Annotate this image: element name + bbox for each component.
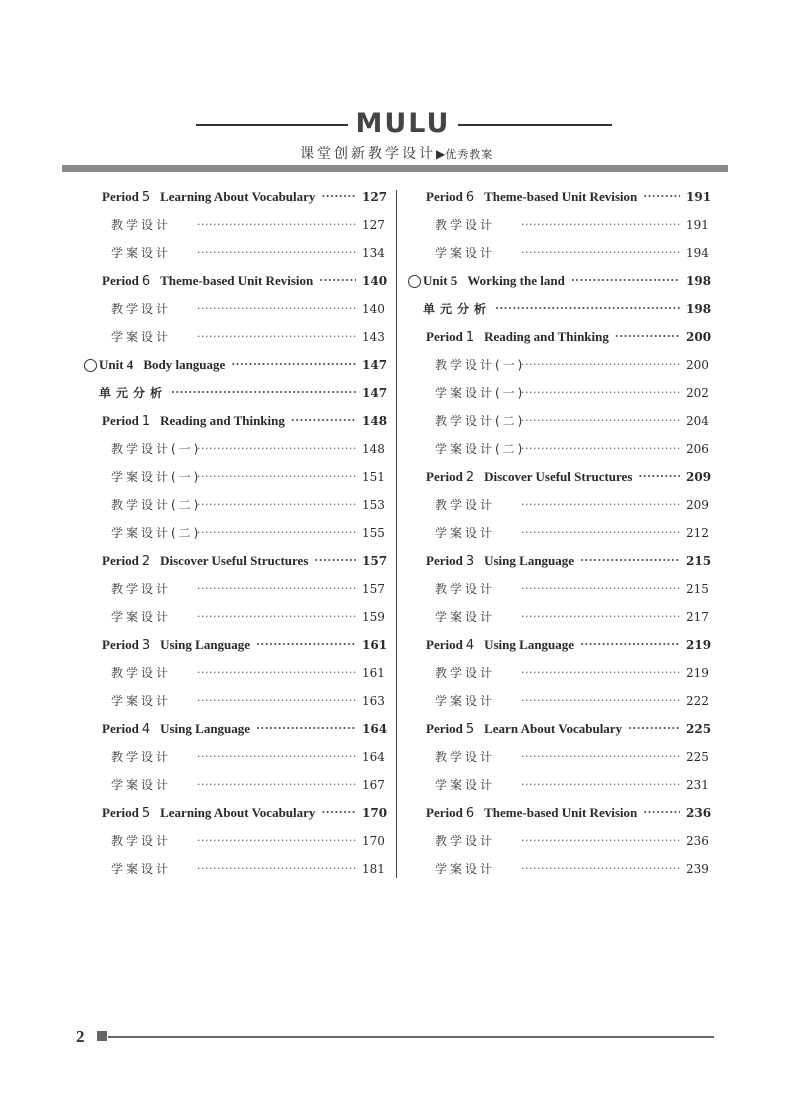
toc-entry-sub[interactable] bbox=[408, 491, 708, 519]
sub-label: 学案设计 bbox=[435, 862, 496, 876]
period-number: 1 bbox=[141, 413, 151, 429]
toc-entry-sub[interactable] bbox=[408, 687, 708, 715]
dot-leader bbox=[197, 827, 356, 855]
toc-entry-sub[interactable] bbox=[408, 379, 708, 407]
toc-entry-sub[interactable] bbox=[408, 743, 708, 771]
circle-bullet-icon bbox=[84, 359, 97, 372]
toc-entry-sub[interactable] bbox=[84, 323, 384, 351]
page-ref: 134 bbox=[362, 246, 385, 260]
dot-leader bbox=[521, 575, 680, 603]
period-title: Learn About Vocabulary bbox=[484, 720, 623, 736]
column-divider bbox=[396, 190, 397, 878]
period-number: 1 bbox=[465, 329, 475, 345]
period-label bbox=[426, 547, 574, 576]
page-ref: 164 bbox=[362, 750, 385, 764]
sub-label: 教学设计(一) bbox=[111, 442, 202, 456]
unit-title: Working the land bbox=[467, 273, 565, 288]
period-number: 3 bbox=[465, 553, 475, 569]
page-ref: 147 bbox=[362, 386, 388, 400]
period-number: 2 bbox=[465, 469, 475, 485]
period-title: Theme-based Unit Revision bbox=[484, 188, 638, 204]
sub-label: 教学设计 bbox=[111, 302, 172, 316]
title-rule-right bbox=[458, 124, 612, 126]
toc-entry-sub[interactable] bbox=[84, 463, 384, 491]
dot-leader bbox=[571, 267, 680, 295]
toc-entry-sub[interactable] bbox=[408, 855, 708, 883]
period-number: 4 bbox=[141, 721, 151, 737]
page-ref: 161 bbox=[362, 638, 388, 652]
unit-prefix: Unit 5 bbox=[423, 273, 458, 288]
dot-leader bbox=[638, 463, 680, 491]
sub-label: 教学设计 bbox=[111, 834, 172, 848]
sub-label: 学案设计 bbox=[111, 862, 172, 876]
period-label bbox=[426, 715, 622, 744]
dot-leader bbox=[628, 715, 680, 743]
toc-entry-sub[interactable] bbox=[84, 435, 384, 463]
sub-label: 教学设计(二) bbox=[435, 414, 526, 428]
period-title: Using Language bbox=[160, 720, 251, 736]
toc-entry-period[interactable] bbox=[408, 631, 712, 659]
toc-entry-period[interactable] bbox=[84, 407, 388, 435]
sub-label: 教学设计 bbox=[435, 218, 496, 232]
period-label bbox=[102, 407, 285, 436]
toc-entry-sub[interactable] bbox=[84, 659, 384, 687]
period-prefix: Period bbox=[102, 188, 139, 204]
period-prefix: Period bbox=[102, 412, 139, 428]
toc-entry-sub[interactable] bbox=[408, 351, 708, 379]
sub-label: 教学设计 bbox=[111, 218, 172, 232]
period-prefix: Period bbox=[426, 720, 463, 736]
dot-leader bbox=[197, 239, 356, 267]
toc-right-column bbox=[408, 183, 712, 883]
period-label bbox=[102, 547, 308, 576]
sub-label: 教学设计 bbox=[435, 666, 496, 680]
footer-rule bbox=[108, 1036, 714, 1038]
dot-leader bbox=[580, 547, 680, 575]
toc-entry-sub[interactable] bbox=[408, 659, 708, 687]
footer-square bbox=[97, 1031, 107, 1041]
period-prefix: Period bbox=[426, 552, 463, 568]
toc-entry-sub[interactable] bbox=[84, 687, 384, 715]
title-rule-left bbox=[196, 124, 348, 126]
toc-entry-period[interactable] bbox=[408, 547, 712, 575]
period-label bbox=[102, 715, 250, 744]
period-label bbox=[102, 799, 315, 828]
toc-entry-sub[interactable] bbox=[408, 239, 708, 267]
triangle-arrow-icon: ▶ bbox=[436, 147, 446, 161]
page-ref: 200 bbox=[686, 330, 712, 344]
period-title: Reading and Thinking bbox=[160, 412, 285, 428]
dot-leader bbox=[521, 603, 680, 631]
book-subtitle bbox=[300, 143, 560, 163]
page-ref: 231 bbox=[686, 778, 709, 792]
toc-entry-sub[interactable] bbox=[84, 295, 384, 323]
sub-label: 学案设计 bbox=[435, 526, 496, 540]
toc-entry-period[interactable] bbox=[84, 631, 388, 659]
toc-entry-unit[interactable] bbox=[408, 267, 712, 295]
page-ref: 191 bbox=[686, 218, 709, 232]
subtitle-tag: 优秀教案 bbox=[445, 148, 494, 161]
unit-title: Body language bbox=[143, 357, 226, 372]
period-title: Discover Useful Structures bbox=[484, 468, 633, 484]
period-prefix: Period bbox=[426, 636, 463, 652]
dot-leader bbox=[321, 183, 356, 211]
toc-entry-sub[interactable] bbox=[84, 239, 384, 267]
dot-leader bbox=[197, 435, 356, 463]
toc-entry-period[interactable] bbox=[84, 183, 388, 211]
sub-label: 教学设计 bbox=[435, 750, 496, 764]
toc-entry-analysis[interactable] bbox=[84, 379, 388, 407]
dot-leader bbox=[521, 239, 680, 267]
toc-entry-period[interactable] bbox=[408, 463, 712, 491]
period-label bbox=[426, 799, 637, 828]
dot-leader bbox=[521, 435, 680, 463]
page-ref: 140 bbox=[362, 274, 388, 288]
sub-label: 教学设计 bbox=[111, 666, 172, 680]
toc-entry-period[interactable] bbox=[408, 323, 712, 351]
page-ref: 239 bbox=[686, 862, 709, 876]
period-label bbox=[426, 323, 609, 352]
toc-entry-sub[interactable] bbox=[84, 855, 384, 883]
dot-leader bbox=[495, 295, 680, 323]
header-band bbox=[62, 165, 728, 172]
sub-label: 学案设计 bbox=[111, 246, 172, 260]
page-ref: 147 bbox=[362, 358, 388, 372]
toc-entry-sub[interactable] bbox=[408, 827, 708, 855]
toc-entry-period[interactable] bbox=[84, 715, 388, 743]
page-ref: 219 bbox=[686, 666, 709, 680]
dot-leader bbox=[291, 407, 356, 435]
dot-leader bbox=[256, 631, 356, 659]
dot-leader bbox=[643, 183, 680, 211]
toc-entry-sub[interactable] bbox=[84, 771, 384, 799]
sub-label: 学案设计(二) bbox=[111, 526, 202, 540]
period-title: Learning About Vocabulary bbox=[160, 804, 316, 820]
page-ref: 163 bbox=[362, 694, 385, 708]
toc-entry-sub[interactable] bbox=[84, 575, 384, 603]
toc-entry-sub[interactable] bbox=[408, 519, 708, 547]
dot-leader bbox=[197, 463, 356, 491]
period-title: Theme-based Unit Revision bbox=[484, 804, 638, 820]
page-ref: 143 bbox=[362, 330, 385, 344]
period-prefix: Period bbox=[426, 468, 463, 484]
page-ref: 157 bbox=[362, 554, 388, 568]
page-ref: 159 bbox=[362, 610, 385, 624]
page-ref: 167 bbox=[362, 778, 385, 792]
unit-label bbox=[408, 267, 565, 295]
page-ref: 215 bbox=[686, 554, 712, 568]
period-title: Using Language bbox=[484, 552, 575, 568]
period-number: 5 bbox=[141, 805, 151, 821]
dot-leader bbox=[521, 771, 680, 799]
dot-leader bbox=[197, 323, 356, 351]
unit-prefix: Unit 4 bbox=[99, 357, 134, 372]
sub-label: 学案设计 bbox=[111, 694, 172, 708]
dot-leader bbox=[314, 547, 356, 575]
page-ref: 236 bbox=[686, 806, 712, 820]
period-prefix: Period bbox=[102, 804, 139, 820]
period-title: Learning About Vocabulary bbox=[160, 188, 316, 204]
dot-leader bbox=[197, 659, 356, 687]
page-ref: 157 bbox=[362, 582, 385, 596]
page-ref: 198 bbox=[686, 274, 712, 288]
page-ref: 198 bbox=[686, 302, 712, 316]
sub-label: 教学设计(二) bbox=[111, 498, 202, 512]
page-ref: 140 bbox=[362, 302, 385, 316]
page-ref: 127 bbox=[362, 218, 385, 232]
page-ref: 194 bbox=[686, 246, 709, 260]
toc-entry-sub[interactable] bbox=[408, 771, 708, 799]
period-title: Discover Useful Structures bbox=[160, 552, 309, 568]
toc-entry-period[interactable] bbox=[84, 547, 388, 575]
toc-entry-analysis[interactable] bbox=[408, 295, 712, 323]
page-ref: 148 bbox=[362, 442, 385, 456]
page-ref: 225 bbox=[686, 750, 709, 764]
toc-entry-sub[interactable] bbox=[408, 435, 708, 463]
page-ref: 148 bbox=[362, 414, 388, 428]
sub-label: 学案设计(一) bbox=[435, 386, 526, 400]
page-ref: 222 bbox=[686, 694, 709, 708]
page-ref: 217 bbox=[686, 610, 709, 624]
subtitle-text: 课堂创新教学设计 bbox=[300, 146, 436, 162]
page-ref: 206 bbox=[686, 442, 709, 456]
dot-leader bbox=[197, 211, 356, 239]
toc-entry-sub[interactable] bbox=[84, 519, 384, 547]
analysis-label: 单元分析 bbox=[99, 386, 168, 400]
dot-leader bbox=[197, 771, 356, 799]
page-ref: 209 bbox=[686, 470, 712, 484]
page-ref: 155 bbox=[362, 526, 385, 540]
dot-leader bbox=[197, 491, 356, 519]
page-ref: 151 bbox=[362, 470, 385, 484]
sub-label: 学案设计 bbox=[111, 610, 172, 624]
toc-entry-sub[interactable] bbox=[408, 407, 708, 435]
toc-entry-period[interactable] bbox=[408, 183, 712, 211]
period-label bbox=[102, 183, 315, 212]
page-ref: 170 bbox=[362, 806, 388, 820]
sub-label: 学案设计 bbox=[435, 778, 496, 792]
page-number: 2 bbox=[76, 1027, 85, 1046]
toc-left-column bbox=[84, 183, 388, 883]
page-ref: 164 bbox=[362, 722, 388, 736]
dot-leader bbox=[321, 799, 356, 827]
period-title: Reading and Thinking bbox=[484, 328, 609, 344]
dot-leader bbox=[521, 519, 680, 547]
page-ref: 181 bbox=[362, 862, 385, 876]
sub-label: 教学设计(一) bbox=[435, 358, 526, 372]
dot-leader bbox=[580, 631, 680, 659]
sub-label: 学案设计 bbox=[435, 246, 496, 260]
period-label bbox=[426, 631, 574, 660]
dot-leader bbox=[197, 743, 356, 771]
page-ref: 191 bbox=[686, 190, 712, 204]
period-title: Using Language bbox=[484, 636, 575, 652]
page-ref: 153 bbox=[362, 498, 385, 512]
dot-leader bbox=[197, 855, 356, 883]
sub-label: 教学设计 bbox=[435, 834, 496, 848]
period-number: 6 bbox=[465, 189, 475, 205]
sub-label: 教学设计 bbox=[111, 750, 172, 764]
period-prefix: Period bbox=[426, 804, 463, 820]
page-ref: 202 bbox=[686, 386, 709, 400]
dot-leader bbox=[521, 379, 680, 407]
page-ref: 219 bbox=[686, 638, 712, 652]
toc-entry-period[interactable] bbox=[84, 267, 388, 295]
page-ref: 161 bbox=[362, 666, 385, 680]
page-header bbox=[0, 0, 790, 175]
toc-entry-sub[interactable] bbox=[84, 743, 384, 771]
dot-leader bbox=[319, 267, 356, 295]
period-title: Using Language bbox=[160, 636, 251, 652]
dot-leader bbox=[197, 295, 356, 323]
period-number: 6 bbox=[141, 273, 151, 289]
toc-entry-sub[interactable] bbox=[84, 491, 384, 519]
dot-leader bbox=[521, 491, 680, 519]
dot-leader bbox=[171, 379, 356, 407]
dot-leader bbox=[521, 211, 680, 239]
period-label bbox=[102, 631, 250, 660]
sub-label: 学案设计 bbox=[435, 694, 496, 708]
page-ref: 236 bbox=[686, 834, 709, 848]
analysis-label: 单元分析 bbox=[423, 302, 492, 316]
unit-label bbox=[84, 351, 225, 379]
dot-leader bbox=[197, 575, 356, 603]
toc-entry-period[interactable] bbox=[408, 715, 712, 743]
circle-bullet-icon bbox=[408, 275, 421, 288]
dot-leader bbox=[643, 799, 680, 827]
page-title: MULU bbox=[355, 108, 451, 139]
page-ref: 127 bbox=[362, 190, 388, 204]
sub-label: 学案设计 bbox=[435, 610, 496, 624]
sub-label: 学案设计 bbox=[111, 778, 172, 792]
sub-label: 教学设计 bbox=[435, 582, 496, 596]
toc-entry-sub[interactable] bbox=[84, 827, 384, 855]
dot-leader bbox=[521, 351, 680, 379]
period-label bbox=[426, 463, 632, 492]
toc-entry-sub[interactable] bbox=[84, 603, 384, 631]
dot-leader bbox=[521, 743, 680, 771]
dot-leader bbox=[521, 407, 680, 435]
period-number: 6 bbox=[465, 805, 475, 821]
dot-leader bbox=[615, 323, 680, 351]
sub-label: 教学设计 bbox=[435, 498, 496, 512]
toc-entry-unit[interactable] bbox=[84, 351, 388, 379]
dot-leader bbox=[197, 687, 356, 715]
period-number: 5 bbox=[141, 189, 151, 205]
dot-leader bbox=[521, 659, 680, 687]
toc-entry-period[interactable] bbox=[84, 799, 388, 827]
period-prefix: Period bbox=[102, 720, 139, 736]
dot-leader bbox=[521, 855, 680, 883]
period-label bbox=[102, 267, 313, 296]
sub-label: 学案设计 bbox=[111, 330, 172, 344]
period-prefix: Period bbox=[426, 188, 463, 204]
page-ref: 200 bbox=[686, 358, 709, 372]
period-label bbox=[426, 183, 637, 212]
toc-entry-sub[interactable] bbox=[84, 211, 384, 239]
toc-entry-sub[interactable] bbox=[408, 575, 708, 603]
dot-leader bbox=[521, 687, 680, 715]
dot-leader bbox=[197, 603, 356, 631]
period-title: Theme-based Unit Revision bbox=[160, 272, 314, 288]
period-prefix: Period bbox=[102, 552, 139, 568]
period-number: 4 bbox=[465, 637, 475, 653]
toc-entry-sub[interactable] bbox=[408, 603, 708, 631]
dot-leader bbox=[231, 351, 356, 379]
period-prefix: Period bbox=[102, 272, 139, 288]
dot-leader bbox=[197, 519, 356, 547]
period-number: 3 bbox=[141, 637, 151, 653]
sub-label: 学案设计(一) bbox=[111, 470, 202, 484]
dot-leader bbox=[256, 715, 356, 743]
page-ref: 215 bbox=[686, 582, 709, 596]
period-number: 2 bbox=[141, 553, 151, 569]
toc-entry-period[interactable] bbox=[408, 799, 712, 827]
period-prefix: Period bbox=[102, 636, 139, 652]
period-number: 5 bbox=[465, 721, 475, 737]
toc-entry-sub[interactable] bbox=[408, 211, 708, 239]
page-ref: 212 bbox=[686, 526, 709, 540]
page-ref: 204 bbox=[686, 414, 709, 428]
sub-label: 学案设计(二) bbox=[435, 442, 526, 456]
page-ref: 170 bbox=[362, 834, 385, 848]
sub-label: 教学设计 bbox=[111, 582, 172, 596]
period-prefix: Period bbox=[426, 328, 463, 344]
dot-leader bbox=[521, 827, 680, 855]
page-ref: 225 bbox=[686, 722, 712, 736]
page-ref: 209 bbox=[686, 498, 709, 512]
